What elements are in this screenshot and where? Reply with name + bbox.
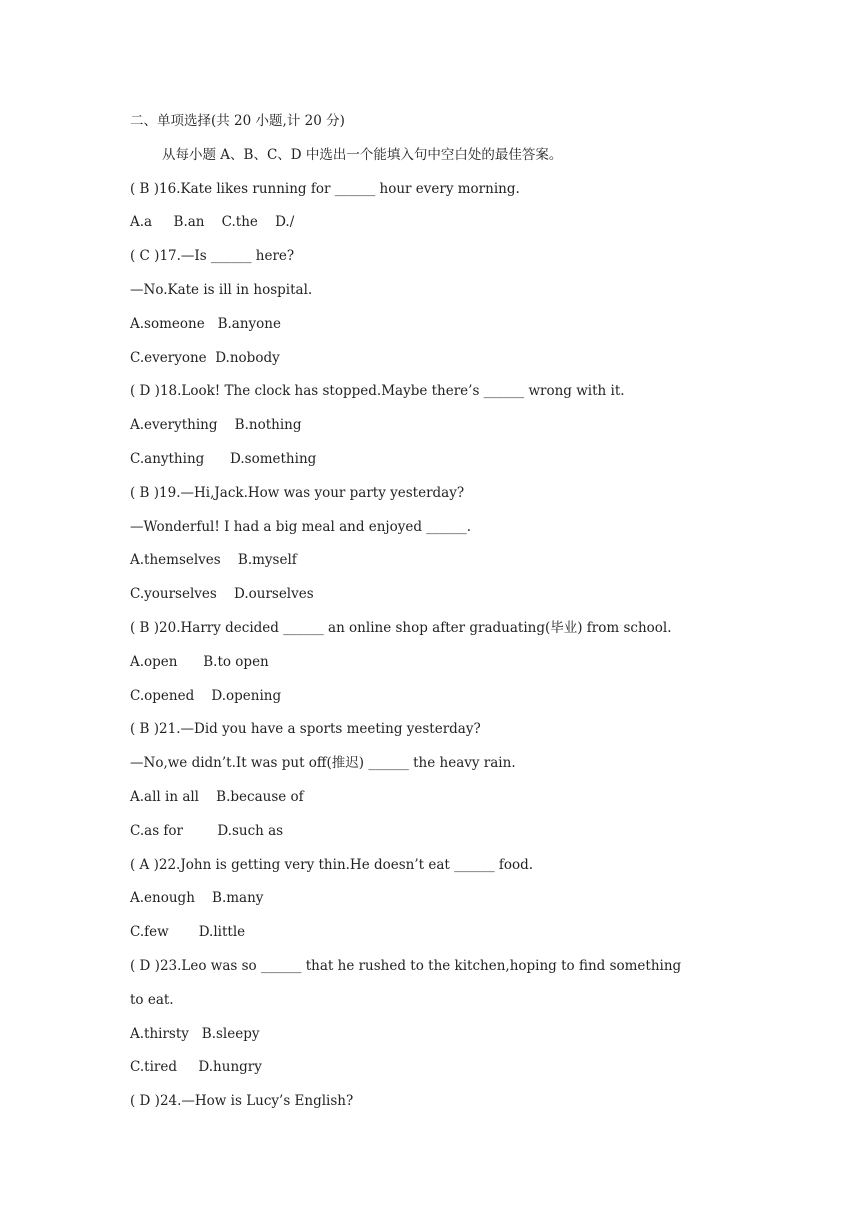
section-instruction: 从每小题 A、B、C、D 中选出一个能填入句中空白处的最佳答案。 xyxy=(162,146,563,163)
question-line: —No.Kate is ill in hospital. xyxy=(130,281,313,298)
options-line: C.everyone D.nobody xyxy=(130,349,280,366)
question-line: ( B )21.—Did you have a sports meeting yesterday? xyxy=(130,721,481,738)
question-line: to eat. xyxy=(130,991,174,1008)
question-line: ( A )22.John is getting very thin.He doesn’t eat ______ food. xyxy=(130,856,534,873)
question-line: —Wonderful! I had a big meal and enjoyed ______. xyxy=(130,518,472,535)
options-line: A.open B.to open xyxy=(130,653,269,670)
options-line: C.yourselves D.ourselves xyxy=(130,586,314,603)
options-line: C.anything D.something xyxy=(130,450,317,467)
section-title: 二、单项选择(共 20 小题,计 20 分) xyxy=(130,113,345,129)
question-line: —No,we didn’t.It was put off(推迟) ______ the heavy rain. xyxy=(130,755,516,772)
options-line: A.everything B.nothing xyxy=(130,417,302,434)
options-line: C.few D.little xyxy=(130,924,246,941)
options-line: C.opened D.opening xyxy=(130,687,282,704)
options-line: A.all in all B.because of xyxy=(130,788,304,805)
question-line: ( C )17.—Is ______ here? xyxy=(130,248,295,265)
question-line: ( D )24.—How is Lucy’s English? xyxy=(130,1093,354,1110)
options-line: A.themselves B.myself xyxy=(130,552,297,569)
question-line: ( D )23.Leo was so ______ that he rushed to the kitchen,hoping to find something xyxy=(130,957,682,974)
options-line: A.someone B.anyone xyxy=(130,315,281,332)
question-line: ( B )19.—Hi,Jack.How was your party yesterday? xyxy=(130,484,465,501)
options-line: A.a B.an C.the D./ xyxy=(130,214,295,231)
question-line: ( B )20.Harry decided ______ an online shop after graduating(毕业) from school. xyxy=(130,619,672,636)
options-line: A.thirsty B.sleepy xyxy=(130,1025,260,1042)
question-section xyxy=(130,110,800,1124)
options-line: A.enough B.many xyxy=(130,890,264,907)
question-line: ( D )18.Look! The clock has stopped.Maybe there’s ______ wrong with it. xyxy=(130,383,625,400)
options-line: C.tired D.hungry xyxy=(130,1059,262,1076)
question-line: ( B )16.Kate likes running for ______ hour every morning. xyxy=(130,180,520,197)
options-line: C.as for D.such as xyxy=(130,822,284,839)
